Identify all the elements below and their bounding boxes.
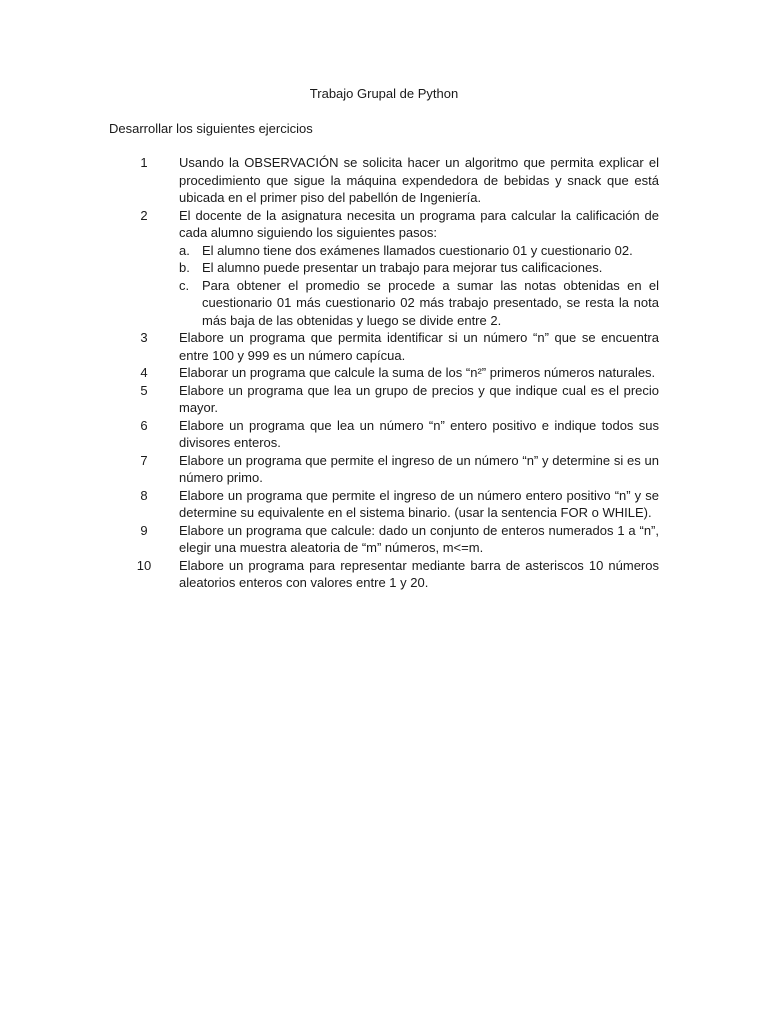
exercise-item xyxy=(109,382,659,417)
exercise-text: Elabore un programa para representar mediante barra de asteriscos 10 números aleatorios enteros con valores entre 1 y 20. xyxy=(179,557,659,590)
exercise-item xyxy=(109,364,659,382)
exercise-number: 9 xyxy=(140,522,148,538)
exercise-text: El docente de la asignatura necesita un programa para calcular la calificación de cada alumno siguiendo los siguientes pasos: xyxy=(179,207,659,240)
exercise-number: 7 xyxy=(140,452,148,468)
intro-text: Desarrollar los siguientes ejercicios xyxy=(109,121,313,136)
sub-item xyxy=(179,277,659,330)
exercise-item xyxy=(109,452,659,487)
sub-item-letter: b. xyxy=(179,260,190,275)
sub-item xyxy=(179,259,659,277)
exercise-item xyxy=(109,557,659,592)
exercise-item xyxy=(109,154,659,207)
exercise-item xyxy=(109,329,659,364)
sub-item-text: El alumno puede presentar un trabajo para mejorar tus calificaciones. xyxy=(202,260,603,275)
sub-item-letter: c. xyxy=(179,277,190,293)
exercise-text: Elaborar un programa que calcule la suma de los “n²” primeros números naturales. xyxy=(179,365,656,380)
exercise-text: Elabore un programa que calcule: dado un conjunto de enteros numerados 1 a “n”, elegir una muestra aleatoria de “m” números, m<=m. xyxy=(179,522,659,555)
exercise-text: Elabore un programa que permite el ingreso de un número entero positivo “n” y se determine su equivalente en el sistema binario. (usar la sentencia FOR o WHILE). xyxy=(179,487,659,520)
exercise-text: Elabore un programa que lea un grupo de precios y que indique cual es el precio mayor. xyxy=(179,382,659,415)
exercise-item xyxy=(109,487,659,522)
exercise-text: Elabore un programa que permita identificar si un número “n” que se encuentra entre 100 y 999 es un número capícua. xyxy=(179,330,659,363)
exercise-number: 3 xyxy=(140,330,148,345)
exercise-list xyxy=(109,154,659,592)
exercise-item xyxy=(109,207,659,330)
exercise-number: 1 xyxy=(140,155,148,170)
exercise-text: Elabore un programa que lea un número “n” entero positivo e indique todos sus divisores enteros. xyxy=(179,417,659,450)
exercise-text: Usando la OBSERVACIÓN se solicita hacer un algoritmo que permita explicar el procedimiento que sigue la máquina expendedora de bebidas y snack que está ubicada en el primer piso del pabellón de Ingeniería. xyxy=(179,155,659,205)
exercise-number: 6 xyxy=(140,417,148,433)
sub-item-text: El alumno tiene dos exámenes llamados cuestionario 01 y cuestionario 02. xyxy=(202,242,633,258)
exercise-item xyxy=(109,522,659,557)
exercise-number: 5 xyxy=(140,382,148,398)
exercise-number: 2 xyxy=(140,207,148,223)
sub-item-letter: a. xyxy=(179,242,190,258)
exercise-number: 10 xyxy=(136,557,152,573)
exercise-text: Elabore un programa que permite el ingreso de un número “n” y determine si es un número primo. xyxy=(179,452,659,485)
exercise-number: 8 xyxy=(140,487,148,503)
sub-item-text: Para obtener el promedio se procede a sumar las notas obtenidas en el cuestionario 01 más cuestionario 02 más trabajo presentado, se resta la nota más baja de las obtenidas y luego se divide entre 2. xyxy=(202,277,659,328)
exercise-number: 4 xyxy=(140,365,148,380)
exercise-item xyxy=(109,417,659,452)
page-title: Trabajo Grupal de Python xyxy=(309,86,459,101)
sub-item xyxy=(179,242,659,260)
